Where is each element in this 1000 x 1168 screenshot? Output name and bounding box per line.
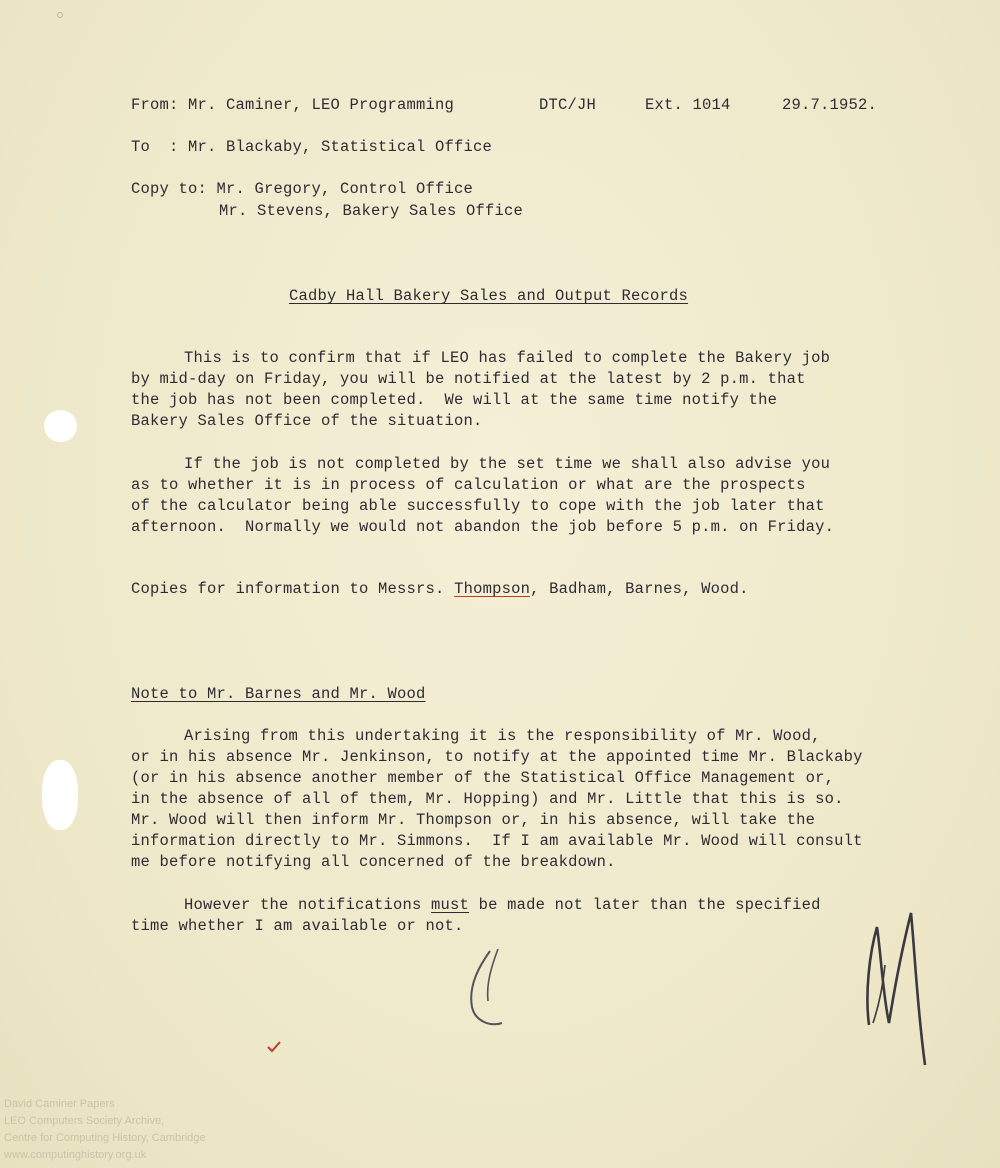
archive-line: Centre for Computing History, Cambridge [4, 1132, 206, 1144]
paragraph-4 [131, 895, 921, 937]
paragraph-1 [131, 348, 921, 432]
para4-must: must [431, 896, 470, 914]
paragraph-3 [131, 726, 921, 873]
memo-title: Cadby Hall Bakery Sales and Output Records [289, 287, 689, 305]
paragraph-line: If the job is not completed by the set time we shall also advise you [184, 455, 831, 473]
punch-hole-bottom [42, 760, 78, 830]
red-tick-mark [266, 1040, 282, 1054]
paragraph-line: Mr. Wood will then inform Mr. Thompson or, in his absence, will take the [131, 811, 816, 829]
para4-pre: However the notifications [184, 896, 432, 914]
paragraph-line: the job has not been completed. We will at the same time notify the [131, 391, 778, 409]
punch-hole-top [44, 410, 77, 442]
paragraph-line: as to whether it is in process of calculation or what are the prospects [131, 476, 806, 494]
paragraph-line: time whether I am available or not. [131, 917, 464, 935]
extension-number: Ext. 1014 [645, 96, 731, 114]
archive-watermark [4, 1096, 206, 1164]
paragraph-line: afternoon. Normally we would not abandon the job before 5 p.m. on Friday. [131, 518, 835, 536]
copies-name-thompson: Thompson [454, 580, 531, 598]
paragraph-line: by mid-day on Friday, you will be notified at the latest by 2 p.m. that [131, 370, 806, 388]
paragraph-line: of the calculator being able successfully to cope with the job later that [131, 497, 825, 515]
para4-post: be made not later than the specified [469, 896, 821, 914]
note-heading: Note to Mr. Barnes and Mr. Wood [131, 685, 426, 703]
paragraph-line: Bakery Sales Office of the situation. [131, 412, 483, 430]
copies-suffix: , Badham, Barnes, Wood. [530, 580, 749, 598]
copy-to-line-1: Copy to: Mr. Gregory, Control Office [131, 180, 474, 198]
paragraph-line: Arising from this undertaking it is the responsibility of Mr. Wood, [184, 727, 821, 745]
reference-code: DTC/JH [539, 96, 597, 114]
paragraph-line [131, 895, 921, 916]
memo-date: 29.7.1952. [782, 96, 878, 114]
copy-to-line-2: Mr. Stevens, Bakery Sales Office [219, 202, 524, 220]
paragraph-line: or in his absence Mr. Jenkinson, to notify at the appointed time Mr. Blackaby [131, 748, 863, 766]
from-line: From: Mr. Caminer, LEO Programming [131, 96, 455, 114]
handwritten-signature-mark [855, 905, 945, 1075]
paragraph-line: me before notifying all concerned of the breakdown. [131, 853, 616, 871]
paragraph-line: information directly to Mr. Simmons. If I am available Mr. Wood will consult [131, 832, 863, 850]
to-line: To : Mr. Blackaby, Statistical Office [131, 138, 493, 156]
paragraph-line: in the absence of all of them, Mr. Hopping) and Mr. Little that this is so. [131, 790, 844, 808]
stray-dot-mark [55, 10, 65, 20]
paragraph-line: (or in his absence another member of the Statistical Office Management or, [131, 769, 835, 787]
copies-line [131, 579, 749, 599]
archive-line: LEO Computers Society Archive, [4, 1115, 165, 1127]
paragraph-line: This is to confirm that if LEO has failed to complete the Bakery job [184, 349, 831, 367]
handwritten-initial-mark [458, 945, 518, 1035]
archive-line: David Caminer Papers [4, 1098, 115, 1110]
paragraph-2 [131, 454, 921, 538]
archive-line: www.computinghistory.org.uk [4, 1149, 147, 1161]
copies-prefix: Copies for information to Messrs. [131, 580, 455, 598]
